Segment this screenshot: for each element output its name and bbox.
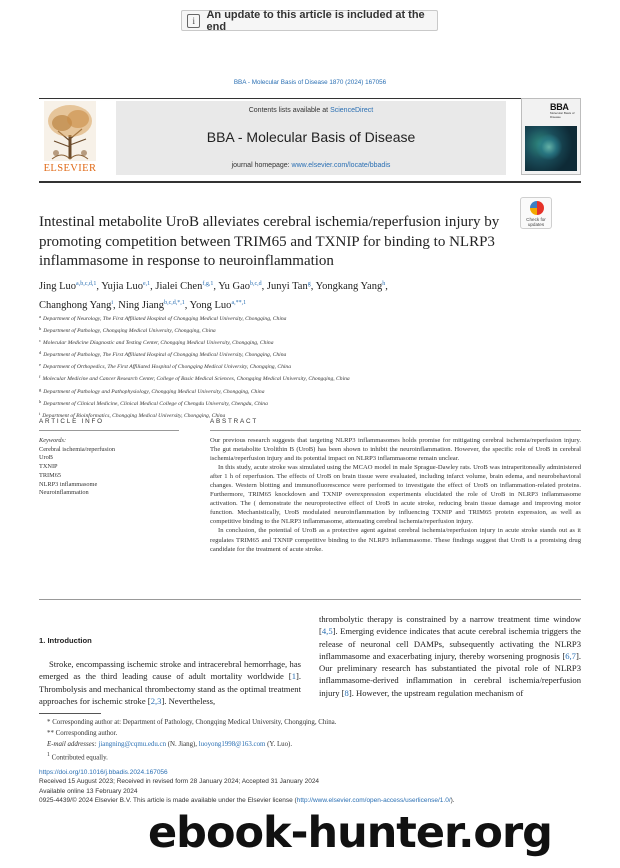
author[interactable] — [190, 300, 247, 311]
author-affiliation-marks[interactable]: a,b,c,d,1 — [76, 281, 97, 287]
license-link[interactable]: http://www.elsevier.com/open-access/userlicense/1.0/ — [296, 796, 451, 804]
license-text: ). — [450, 796, 455, 804]
corresponding-author-note — [39, 718, 579, 729]
journal-header — [116, 101, 506, 175]
affiliation-key: h — [39, 398, 42, 404]
header-top-rule — [39, 98, 581, 99]
affiliation-key: b — [39, 326, 42, 332]
affiliation-text: Molecular Medicine Diagnostic and Testing Center, Chongqing Medical University, Chongqing, China — [43, 340, 274, 347]
affiliation — [39, 409, 579, 421]
author-name: Yujia Luo — [101, 281, 143, 292]
author-affiliation-marks[interactable]: b,c,d — [250, 281, 262, 287]
footnote-mark: ** — [47, 729, 54, 737]
doi-link[interactable]: https://doi.org/10.1016/j.bbadis.2024.167056 — [39, 769, 168, 776]
homepage-link[interactable]: www.elsevier.com/locate/bbadis — [291, 162, 391, 169]
author-name: Yongkang Yang — [315, 281, 383, 292]
cover-image — [525, 126, 577, 171]
affiliation-text: Molecular Medicine and Cancer Research Center, College of Basic Medical Sciences, Chongqing Medical University, Chongqing, China — [42, 376, 350, 383]
email-owner: (Y. Luo). — [265, 740, 293, 748]
crossmark-label — [521, 217, 551, 227]
intro-text: thrombolytic therapy is constrained by a narrow treatment time window [ — [319, 614, 581, 637]
affiliation-list — [39, 312, 579, 421]
article-title: Intestinal metabolite UroB alleviates cerebral ischemia/reperfusion injury by promoting competition between TRIM65 and TXNIP for binding to NLRP3 inflammasome in response to neuroinflammation — [39, 214, 500, 269]
author-affiliation-marks[interactable]: i — [111, 300, 114, 306]
intro-text: ]. Thrombolysis and mechanical thrombectomy stand as the optimal treatment approaches for ischemic stroke [ — [39, 671, 301, 706]
elsevier-logo[interactable] — [39, 101, 101, 175]
email-link[interactable]: jiangning@cqmu.edu.cn — [98, 740, 167, 748]
intro-text: Stroke, encompassing ischemic stroke and intracerebral hemorrhage, has emerged as the third leading cause of adult mortality worldwide [ — [39, 659, 301, 682]
update-banner[interactable] — [181, 10, 438, 31]
citation-link[interactable]: 8 — [344, 687, 349, 698]
info-icon: i — [187, 14, 200, 28]
author-name: Jialei Chen — [155, 281, 203, 292]
abstract-paragraph: In this study, acute stroke was simulated using the MCAO model in male Sprague-Dawley rats. UroB was intraperitoneally administered after 1 h of reperfusion. The effects of UroB on brain tissue were evaluated, including infarct volume, brain edema, and neurobehavioral changes. Western blotting and immunofluorescence were performed to investigate the effect of UroB on inflammation-related proteins. Furthermore, TRIM65 knockdown and TXNIP overexpression experiments elucidated the role of UroB in NLRP3 inflammasome activation. The ( demonstrate the neuroprotective effect of UroB in acute stroke, reducing brain tissue damage and improving motor function. Mechanistically, UroB modulated neuroinflammation by influencing TXNIP and TRIM65 protein expression, as well as competitive binding to the NLRP3 inflammasome, attenuating cerebral ischemia/reperfusion injury. — [210, 464, 581, 526]
intro-text: ]. Emerging evidence indicates that acute cerebral ischemia triggers the release of neuronal cell DAMPs, subsequently activating the NLRP3 inflammasome and exacerbating injury, thereby worsening prognosis [ — [319, 626, 581, 661]
author[interactable] — [39, 300, 113, 311]
article-info-heading: ARTICLE INFO — [39, 418, 104, 425]
affiliation — [39, 385, 579, 397]
footnotes — [39, 718, 579, 764]
keyword[interactable]: UroB — [39, 454, 53, 462]
author[interactable] — [267, 281, 311, 292]
update-banner-text: An update to this article is included at the end — [206, 8, 425, 33]
license-text: 0925-4439/© 2024 Elsevier B.V. This article is made available under the Elsevier license ( — [39, 796, 297, 804]
corresponding-author-note — [39, 729, 579, 740]
author-affiliation-marks[interactable]: g — [307, 281, 311, 287]
check-for-updates-button[interactable] — [520, 197, 552, 229]
footnote-rule — [39, 713, 101, 714]
email-link[interactable]: luoyong1998@163.com — [198, 740, 266, 748]
elsevier-tree-icon — [44, 101, 96, 161]
author[interactable] — [316, 281, 386, 292]
citation-link[interactable]: 1 — [291, 671, 296, 682]
author-name: Junyi Tan — [266, 281, 308, 292]
received-dates: Received 15 August 2023; Received in revised form 28 January 2024; Accepted 31 January 2024 — [39, 778, 320, 786]
affiliation — [39, 312, 579, 324]
introduction-left-column — [39, 658, 301, 707]
contents-prefix: Contents lists available at — [248, 107, 331, 114]
header-bottom-rule — [39, 181, 581, 183]
affiliation-text: Department of Bioinformatics, Chongqing Medical University, Chongqing, China — [42, 412, 226, 419]
article-info-rule — [39, 430, 179, 431]
cover-subtitle: Molecular Basis of Disease — [550, 111, 575, 119]
footnote-text: Corresponding author. — [55, 729, 118, 737]
introduction-heading: 1. Introduction — [39, 636, 92, 645]
journal-title: BBA - Molecular Basis of Disease — [206, 129, 416, 145]
affiliation-key: a — [39, 314, 41, 319]
author-name: Changhong Yang — [39, 300, 112, 311]
author[interactable] — [218, 281, 261, 292]
author-affiliation-marks[interactable]: e,1 — [142, 281, 151, 287]
email-label: E-mail addresses: — [47, 740, 97, 748]
keyword[interactable]: TRIM65 — [39, 471, 62, 479]
affiliation-text: Department of Pathology, Chongqing Medical University, Chongqing, China — [43, 328, 216, 335]
affiliation-key: i — [39, 410, 41, 416]
affiliation — [39, 348, 579, 360]
author-name: Yong Luo — [189, 300, 232, 311]
affiliation-key: c — [39, 338, 41, 344]
author[interactable] — [155, 281, 213, 292]
intro-text: ]. Nevertheless, — [161, 695, 216, 706]
keywords-label: Keywords: — [39, 437, 67, 444]
affiliation — [39, 360, 579, 372]
affiliation-text: Department of Pathology and Pathophysiology, Chongqing Medical University, Chongqing, China — [43, 388, 265, 395]
crossmark-icon — [530, 201, 544, 215]
keyword[interactable]: Neuroinflammation — [39, 489, 89, 497]
contents-line — [116, 107, 506, 114]
author-name: Yu Gao — [218, 281, 250, 292]
affiliation — [39, 336, 579, 348]
journal-cover[interactable] — [521, 98, 581, 175]
online-date: Available online 13 February 2024 — [39, 787, 138, 795]
affiliation-text: Department of Orthopedics, The First Affiliated Hospital of Chongqing Medical University, Chongqing, China — [43, 364, 292, 371]
abstract-paragraph: Our previous research suggests that targeting NLRP3 inflammasomes holds promise for mitigating cerebral ischemia/reperfusion injury. The gut metabolite Urolithin B (UroB) has been shown to inhibit the neuroinflammation. However, the specific role of UroB in cerebral ischemia/reperfusion injury and its potential impact on NLRP3 inflammasome remain unclear. — [210, 437, 581, 463]
sciencedirect-link[interactable]: ScienceDirect — [330, 107, 374, 114]
author-name: Ning Jiang — [118, 300, 165, 311]
email-addresses — [39, 740, 579, 751]
affiliation-key: g — [39, 386, 42, 392]
citation-line[interactable]: BBA - Molecular Basis of Disease 1870 (2024) 167056 — [233, 79, 387, 86]
affiliation-key: f — [39, 374, 41, 380]
affiliation-text: Department of Neurology, The First Affiliated Hospital of Chongqing Medical University, Chongqing, China — [43, 316, 287, 322]
footnote-text: Corresponding author at: Department of Pathology, Chongqing Medical University, Chongqing, China. — [52, 719, 337, 726]
author-affiliation-marks[interactable]: h — [382, 281, 386, 287]
citation-link[interactable]: 2,3 — [150, 695, 162, 706]
abstract-bottom-rule — [39, 599, 581, 600]
email-owner: (N. Jiang), — [166, 740, 199, 748]
abstract-body — [210, 436, 581, 554]
author-affiliation-marks[interactable]: f,g,1 — [202, 281, 214, 287]
intro-text: ]. Our preliminary research has substantiated the pivotal role of NLRP3 inflammasome-derived inflammation in cerebral ischemia/reperfusion injury [ — [319, 650, 581, 698]
author-affiliation-marks[interactable]: a,**,1 — [231, 300, 247, 306]
watermark: ebook-hunter.org — [148, 808, 552, 858]
abstract-rule — [210, 430, 581, 431]
author-affiliation-marks[interactable]: b,c,d,*,1 — [164, 300, 185, 306]
intro-text: ]. However, the upstream regulation mechanism of — [348, 687, 524, 698]
elsevier-wordmark: ELSEVIER — [43, 163, 97, 174]
footnote-mark: * — [47, 719, 51, 726]
keyword[interactable]: NLRP3 inflammasome — [39, 480, 98, 488]
author-name: Jing Luo — [39, 281, 77, 292]
citation-link[interactable]: 6,7 — [565, 650, 576, 661]
keyword[interactable]: TXNIP — [39, 463, 58, 471]
keyword[interactable]: Cerebral ischemia/reperfusion — [39, 445, 116, 453]
affiliation-key: e — [39, 362, 41, 368]
affiliation — [39, 372, 579, 384]
footnote-mark: 1 — [47, 752, 50, 759]
author[interactable] — [118, 300, 184, 311]
author-list: Jing Luo$^{a,b,c,d,1}$, Yujia Luo$^{e,1}$, Jialei Chen$^{f,g,1}$, Yu Gao$^{b,c,d}$, Junyi Tan$^g$, Yongkang Yang$^h$, Changhong Yang$^i$, Ning Jiang$^{b,c,d,*,1}$, Yong Luo$^{a,**,1}$ — [39, 281, 388, 311]
author[interactable] — [39, 281, 96, 292]
cover-title: BBA — [550, 102, 569, 112]
affiliation-text: Department of Pathology, The First Affiliated Hospital of Chongqing Medical University, Chongqing, China — [43, 352, 287, 359]
abstract-heading: ABSTRACT — [210, 418, 258, 425]
homepage-prefix: journal homepage: — [231, 162, 292, 169]
affiliation-text: Department of Clinical Medicine, Clinical Medical College of Chengdu University, Chengdu, China — [43, 400, 268, 407]
footnote-text: Contributed equally. — [51, 754, 108, 762]
affiliation — [39, 324, 579, 336]
introduction-right-column — [319, 613, 581, 699]
citation-link[interactable]: 4,5 — [321, 626, 333, 637]
journal-homepage — [116, 162, 506, 169]
crossmark-line1: Check for — [526, 217, 546, 222]
equal-contribution-note — [39, 750, 579, 764]
affiliation — [39, 397, 579, 409]
crossmark-line2: updates — [527, 222, 545, 227]
author[interactable] — [101, 281, 150, 292]
affiliation-key: d — [39, 350, 42, 356]
keywords — [39, 437, 189, 498]
abstract-paragraph: In conclusion, the potential of UroB as a protective agent against cerebral ischemia/reperfusion injury in acute stroke stands out as it regulates TRIM65 and TXNIP competitive binding to the NLRP3 inflammasome. These findings suggest that UroB is a promising drug candidate for the treatment of acute stroke. — [210, 527, 581, 553]
